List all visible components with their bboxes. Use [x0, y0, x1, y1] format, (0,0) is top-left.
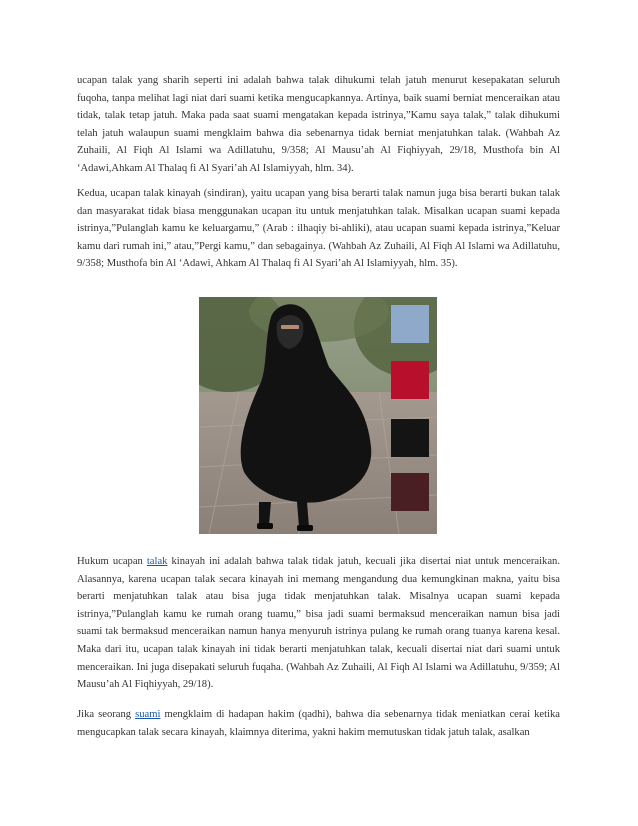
paragraph-kinayah-ruling	[77, 553, 560, 694]
product-photo-black-hijab	[199, 297, 437, 534]
color-swatch-maroon	[391, 473, 429, 511]
p5-text-before: Jika seorang	[77, 709, 136, 720]
paragraph-husband-claim	[77, 706, 560, 741]
link-suami[interactable]: suami	[135, 709, 161, 720]
color-swatch-red	[391, 361, 429, 399]
link-talak[interactable]: talak	[146, 556, 168, 567]
photo-illustration	[199, 297, 437, 534]
color-swatch-black	[391, 419, 429, 457]
p4-text-before: Hukum ucapan	[77, 556, 147, 567]
color-swatch-blue	[391, 305, 429, 343]
p5-text-after: mengklaim di hadapan hakim (qadhi), bahwa dia sebenarnya tidak meniatkan cerai ketika mengucapkan talak secara kinayah, klaimnya diterima, yakni hakim memutuskan tidak jatuh talak, asalkan	[77, 709, 560, 738]
paragraph-sharih-ruling: ucapan talak yang sharih seperti ini adalah bahwa talak dihukumi telah jatuh menurut kesepakatan seluruh fuqoha, tanpa melihat lagi niat dari suami ketika mengucapkannya. Artinya, baik suami berniat menceraikan atau tidak, talak tetap jatuh. Maka pada saat suami mengatakan kepada istrinya,”Kamu saya talak,” talak dihukumi telah jatuh walaupun suami mengklaim bahwa dia sebenarnya tidak berniat menjatuhkan talak. (Wahbah Az Zuhaili, Al Fiqh Al Islami wa Adillatuhu, 9/358; Al Mausu’ah Al Fiqhiyyah, 29/18, Musthofa bin Al ‘Adawi,Ahkam Al Thalaq fi Al Syari’ah Al Islamiyyah, hlm. 34).	[77, 75, 560, 174]
paragraph-kinayah-definition: Kedua, ucapan talak kinayah (sindiran), yaitu ucapan yang bisa berarti talak namun juga bisa berarti bukan talak dan masyarakat tidak biasa menggunakan ucapan itu untuk menjatuhkan talak. Misalkan ucapan suami kepada istrinya,”Pulanglah kamu ke keluargamu,” (Arab : ilhaqiy bi-ahliki), atau ucapan suami kepada istrinya,”Keluar kamu dari rumah ini,” atau,”Pergi kamu,” dan sebagainya. (Wahbah Az Zuhaili, Al Fiqh Al Islami wa Adillatuhu, 9/358; Musthofa bin Al ‘Adawi, Ahkam Al Thalaq fi Al Syari’ah Al Islamiyyah, hlm. 35).	[77, 188, 560, 270]
p4-text-after: kinayah ini adalah bahwa talak tidak jatuh, kecuali jika disertai niat untuk menceraikan. Alasannya, karena ucapan talak secara kinayah ini memang mengandung dua kemungkinan makna, yaitu bisa berarti menjatuhkan talak atau bisa juga tidak menjatuhkan talak. Misalnya ucapan suami kepada istrinya,”Pulanglah kamu ke rumah orang tuamu,” bisa jadi suami bermaksud menceraikan namun bisa jadi suami tak bermaksud menceraikan namun hanya menyuruh istrinya pulang ke rumah orang tuanya karena kesal. Maka dari itu, ucapan talak kinayah ini tidak berarti menjatuhkan talak, kecuali disertai niat dari suami untuk menceraikan. Ini juga disepakati seluruh fuqaha. (Wahbah Az Zuhaili, Al Fiqh Al Islami wa Adillatuhu, 9/359; Al Mausu’ah Al Fiqhiyyah, 29/18).	[77, 556, 560, 691]
